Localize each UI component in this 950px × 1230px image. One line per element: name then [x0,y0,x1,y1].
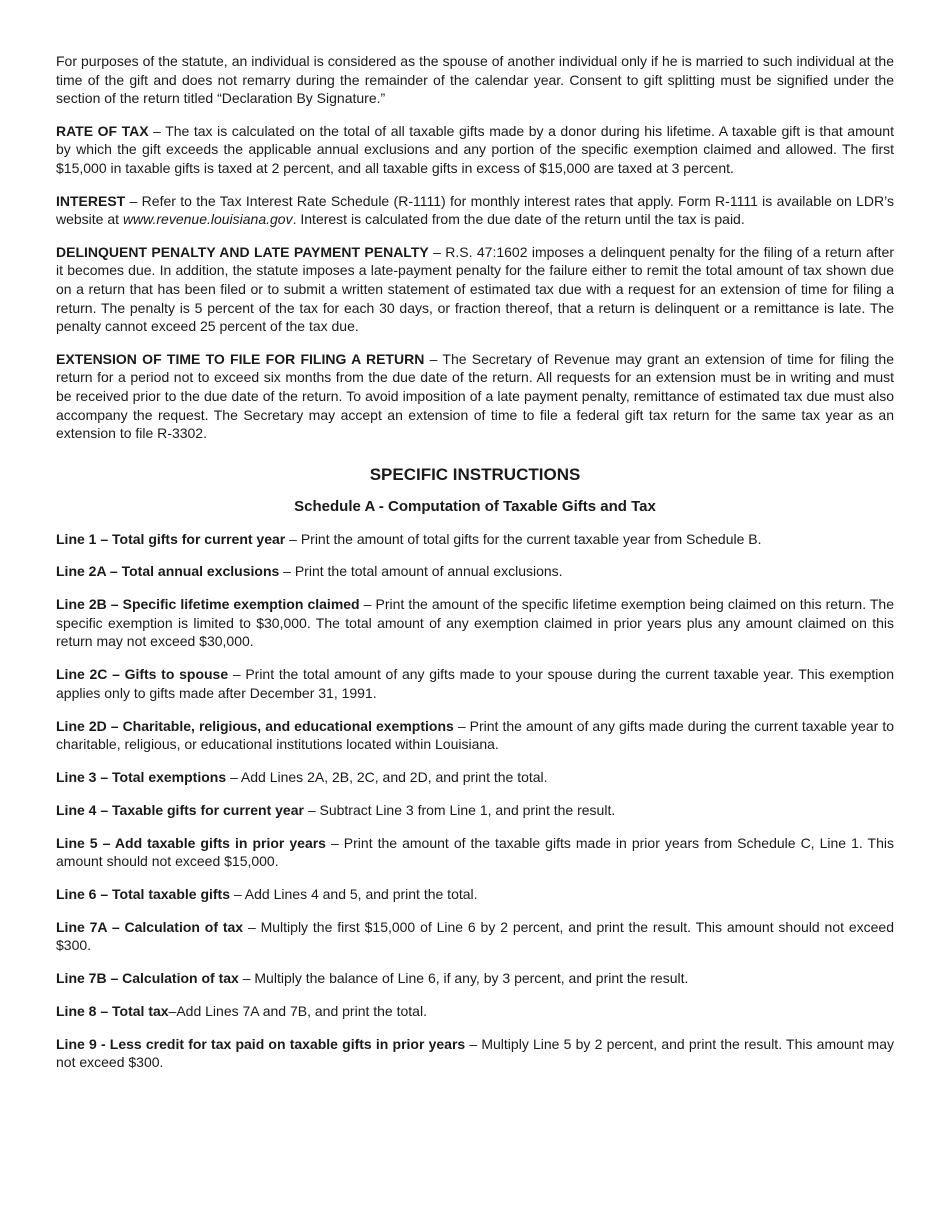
line-text: – Print the amount of total gifts for the current taxable year from Schedule B. [285,530,762,547]
rate-of-tax-heading: RATE OF TAX [56,122,149,139]
line-label: Line 8 – Total tax [56,1002,169,1019]
line-text: –Add Lines 7A and 7B, and print the total. [168,1002,427,1019]
interest-heading: INTEREST [56,192,126,209]
line-label: Line 1 – Total gifts for current year [56,530,286,547]
line-text: – Print the total amount of annual exclusions. [279,563,563,580]
line-label: Line 2B – Specific lifetime exemption claimed [56,596,360,613]
line-text: – Add Lines 4 and 5, and print the total. [230,885,478,902]
interest-text-before: – Refer to the Tax Interest Rate Schedule (R-1111) for monthly interest rates that apply. Form R-1111 is available on LDR’s website at [56,192,894,228]
line-label: Line 7B – Calculation of tax [56,970,239,987]
line-text: – Multiply the balance of Line 6, if any, by 3 percent, and print the result. [238,970,689,987]
interest-text-after: . Interest is calculated from the due date of the return until the tax is paid. [292,211,745,228]
ldr-website-link[interactable]: www.revenue.louisiana.gov [122,211,293,228]
rate-of-tax-paragraph [56,122,894,178]
line-label: Line 2C – Gifts to spouse [56,666,229,683]
line-instruction [56,1035,894,1072]
line-label: Line 4 – Taxable gifts for current year [56,801,304,818]
interest-paragraph [56,192,894,229]
extension-paragraph [56,350,894,443]
line-label: Line 3 – Total exemptions [56,768,227,785]
line-instruction [56,562,894,581]
line-instruction [56,595,894,651]
penalty-paragraph [56,243,894,336]
line-text: – Add Lines 2A, 2B, 2C, and 2D, and print the total. [226,768,548,785]
line-label: Line 5 – Add taxable gifts in prior years [56,834,326,851]
line-instructions [56,530,894,1072]
penalty-text: – R.S. 47:1602 imposes a delinquent penalty for the filing of a return after it becomes due. In addition, the statute imposes a late-payment penalty for the failure either to remit the total amount of tax shown due on a return that has been filed or to submit a written statement of estimated tax due with a request for an extension of time for filing a return. The penalty is 5 percent of the tax for each 30 days, or fraction thereof, that a return is delinquent or a remittance is late. The penalty cannot exceed 25 percent of the tax due. [56,243,895,335]
line-text: – Multiply Line 5 by 2 percent, and print the result. This amount may not exceed $300. [56,1035,894,1071]
line-instruction [56,768,894,787]
line-text: – Print the amount of the taxable gifts made in prior years from Schedule C, Line 1. This amount should not exceed $15,000. [56,834,894,870]
line-instruction [56,801,894,820]
line-instruction [56,969,894,988]
line-label: Line 7A – Calculation of tax [56,918,244,935]
line-instruction [56,834,894,871]
line-label: Line 2D – Charitable, religious, and educational exemptions [56,717,454,734]
penalty-heading: DELINQUENT PENALTY AND LATE PAYMENT PENALTY [56,243,429,260]
line-instruction [56,530,894,549]
line-text: – Print the total amount of any gifts made to your spouse during the current taxable year. This exemption applies only to gifts made after December 31, 1991. [56,666,894,701]
document-page [56,52,894,1086]
line-instruction [56,1002,894,1021]
line-instruction [56,717,894,754]
line-instruction [56,665,894,702]
extension-heading: EXTENSION OF TIME TO FILE FOR FILING A RETURN [56,350,425,367]
line-text: – Subtract Line 3 from Line 1, and print the result. [303,801,616,818]
line-text: – Print the amount of any gifts made during the current taxable year to charitable, religious, or educational institutions located within Louisiana. [56,717,894,753]
extension-text: – The Secretary of Revenue may grant an extension of time for filing the return for a period not to exceed six months from the due date of the return. All requests for an extension must be in writing and must be received prior to the due date of the return. To avoid imposition of a late payment penalty, remittance of estimated tax due must also accompany the request. The Secretary may accept an extension of time to file a federal gift tax return for the same tax year as an extension to file R-3302. [56,350,894,442]
line-label: Line 2A – Total annual exclusions [56,563,280,580]
spouse-paragraph: For purposes of the statute, an individual is considered as the spouse of another individual only if he is married to such individual at the time of the gift and does not remarry during the remainder of the calendar year. Consent to gift splitting must be signified under the section of the return titled “Declaration By Signature.” [56,53,894,107]
line-instruction [56,885,894,904]
line-label: Line 6 – Total taxable gifts [56,885,231,902]
specific-instructions-title: SPECIFIC INSTRUCTIONS [369,464,581,484]
line-label: Line 9 - Less credit for tax paid on taxable gifts in prior years [56,1035,466,1052]
rate-of-tax-text: – The tax is calculated on the total of all taxable gifts made by a donor during his lifetime. A taxable gift is that amount by which the gift exceeds the applicable annual exclusions and any portion of the specific exemption claimed and allowed. The first $15,000 in taxable gifts is taxed at 2 percent, and all taxable gifts in excess of $15,000 are taxed at 3 percent. [56,122,894,176]
schedule-a-title: Schedule A - Computation of Taxable Gifts and Tax [294,497,656,515]
line-text: – Print the amount of the specific lifetime exemption being claimed on this return. The specific exemption is limited to $30,000. The total amount of any exemption claimed in prior years plus any amount claimed on this return may not exceed $30,000. [56,596,894,650]
line-instruction [56,918,894,955]
line-text: – Multiply the first $15,000 of Line 6 by 2 percent, and print the result. This amount should not exceed $300. [56,918,894,954]
